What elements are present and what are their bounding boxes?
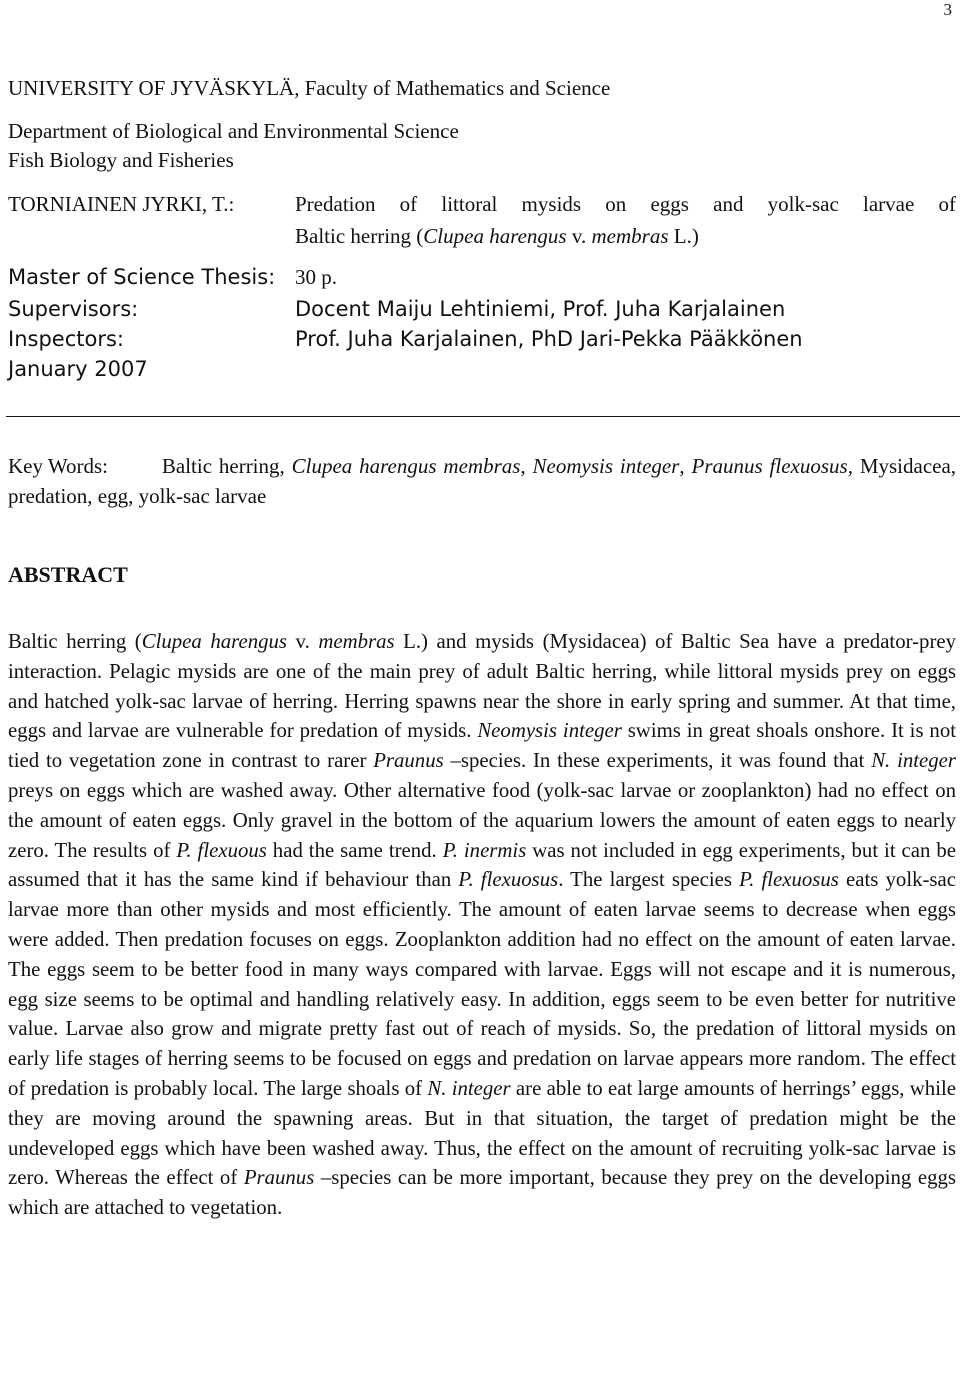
university-heading: UNIVERSITY OF JYVÄSKYLÄ, Faculty of Mathematics and Science (8, 76, 611, 100)
department-line: Department of Biological and Environmental Science (8, 119, 459, 143)
abstract-text: Baltic herring (Clupea harengus v. membras L.) and mysids (Mysidacea) of Baltic Sea have a predator-prey interaction. Pelagic mysids are one of the main prey of adult Baltic herring, while littoral mysids prey on eggs and hatched yolk-sac larvae of herring. Herring spawns near the shore in early spring and summer. At that time, eggs and larvae are vulnerable for predation of mysids. Neomysis integer swims in great shoals onshore. It is not tied to vegetation zone in contrast to rarer Praunus –species. In these experiments, it was found that N. integer preys on eggs which are washed away. Other alternative food (yolk-sac larvae or zooplankton) had no effect on the amount of eaten eggs. Only gravel in the bottom of the aquarium lowers the amount of eaten eggs to nearly zero. The results of P. flexuous had the same trend. P. inermis was not included in egg experiments, but it can be assumed that it has the same kind if behaviour than P. flexuosus. The largest species P. flexuosus eats yolk-sac larvae more than other mysids and most efficiently. The amount of eaten larvae seems to decrease when eggs were added. Then predation focuses on eggs. Zooplankton addition had no effect on the amount of eaten larvae. The eggs seem to be better food in many ways compared with larvae. Eggs will not escape and it is numerous, egg size seems to be optimal and handling relatively easy. In addition, eggs seem to be even better for nutritive value. Larvae also grow and migrate pretty fast out of reach of mysids. So, the predation of littoral mysids on early life stages of herring seems to be focused on eggs and predation on larvae appears more random. The effect of predation is probably local. The large shoals of N. integer are able to eat large amounts of herrings’ eggs, while they are moving around the spawning areas. But in that situation, the target of predation might be the undeveloped eggs which have been washed away. Thus, the effect on the amount of recruiting yolk-sac larvae is zero. Whereas the effect of Praunus –species can be more important, because they prey on the developing eggs which are attached to vegetation. (8, 630, 957, 1220)
keywords-block: Key Words: Baltic herring, Clupea harengus membras, Neomysis integer, Praunus flexuosus, Mysidacea, predation, egg, yolk-sac larvae (8, 451, 956, 511)
inspectors-label: Inspectors: (8, 327, 124, 351)
page-number: 3 (943, 0, 952, 19)
thesis-date: January 2007 (8, 357, 148, 381)
author-name: TORNIAINEN JYRKI, T.: (8, 192, 235, 216)
unit-line: Fish Biology and Fisheries (8, 148, 234, 172)
supervisors-label: Supervisors: (8, 297, 139, 321)
thesis-title-line-1: Predation of littoral mysids on eggs and yolk-sac larvae of (295, 192, 956, 216)
abstract-heading: ABSTRACT (8, 562, 128, 587)
page-count: 30 p. (295, 265, 337, 289)
thesis-type-label: Master of Science Thesis: (8, 265, 276, 289)
inspectors-names: Prof. Juha Karjalainen, PhD Jari-Pekka Pääkkönen (295, 327, 803, 351)
keywords-label: Key Words: (8, 454, 108, 478)
thesis-title-line-2: Baltic herring (Clupea harengus v. membras L.) (295, 224, 699, 248)
supervisors-names: Docent Maiju Lehtiniemi, Prof. Juha Karjalainen (295, 297, 786, 321)
horizontal-rule (6, 416, 960, 417)
